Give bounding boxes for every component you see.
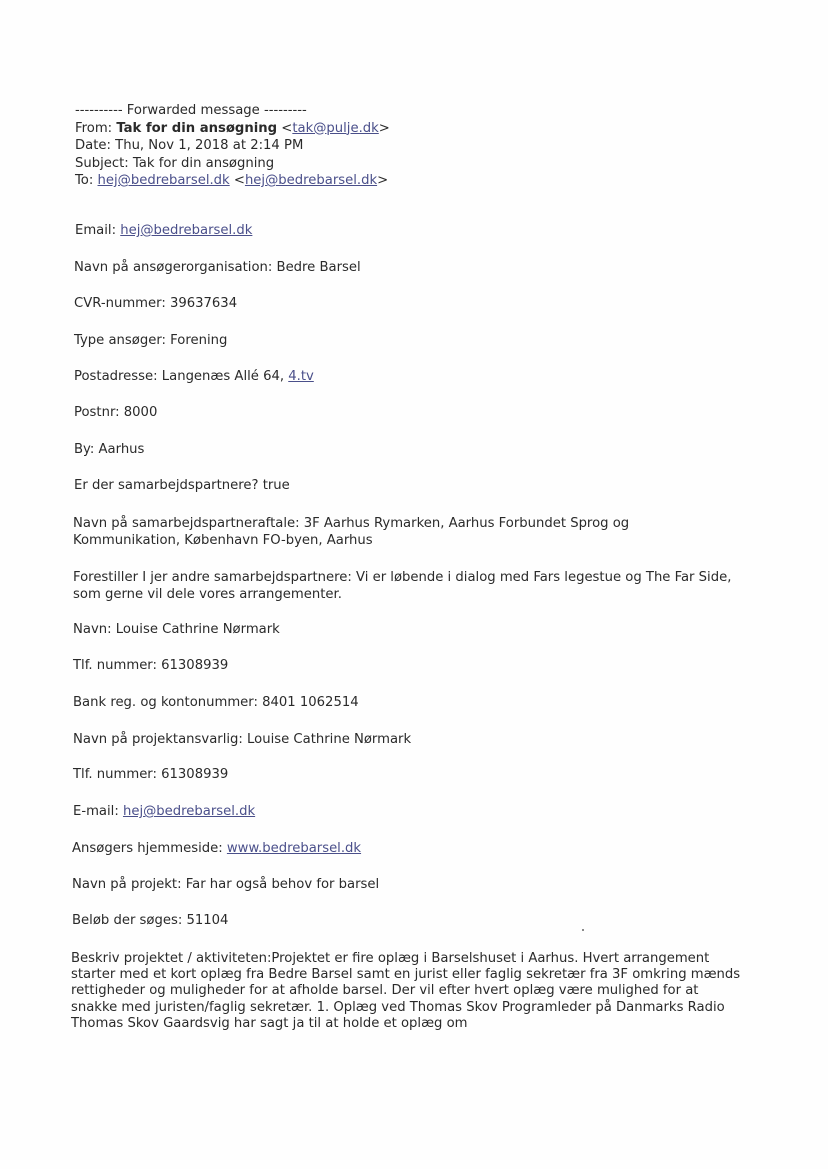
email-label: Email: — [75, 223, 121, 238]
email2-label: E-mail: — [73, 804, 123, 819]
address-label: Postadresse: Langenæs Allé 64, — [74, 369, 289, 384]
to-email-link-2[interactable]: hej@bedrebarsel.dk — [244, 173, 378, 188]
description-field: Beskriv projektet / aktiviteten:Projektet er fire oplæg i Barselshuset i Aarhus. Hvert arrangement starter med et kort oplæg fra Bedre Barsel samt en jurist eller faglig sekretær fra 3F omkring mænds rettigheder og muligheder for at afholde barsel. Der vil efter hvert oplæg være mulighed for at snakke med juristen/faglig sekretær. 1. Oplæg ved Thomas Skov Programleder på Danmarks Radio Thomas Skov Gaardsvig har sagt ja til at holde et oplæg om — [71, 951, 741, 1031]
email-link[interactable]: hej@bedrebarsel.dk — [120, 223, 253, 238]
from-name: Tak for din ansøgning — [116, 120, 278, 136]
date-line: Date: Thu, Nov 1, 2018 at 2:14 PM — [75, 138, 304, 153]
from-label: From: — [75, 120, 117, 136]
address-field — [74, 369, 314, 386]
email2-link[interactable]: hej@bedrebarsel.dk — [122, 804, 256, 819]
address-link[interactable]: 4.tv — [288, 369, 314, 384]
to-label: To: — [75, 173, 98, 188]
email-field — [75, 223, 252, 240]
phone-field: Tlf. nummer: 61308939 — [73, 658, 229, 673]
website-field — [72, 841, 361, 858]
city-field: By: Aarhus — [74, 442, 145, 457]
website-label: Ansøgers hjemmeside: — [72, 841, 227, 856]
to-line: To: hej@bedrebarsel.dk <hej@bedrebarsel.dk> — [75, 173, 389, 188]
type-field: Type ansøger: Forening — [74, 333, 228, 348]
phone-field-2: Tlf. nummer: 61308939 — [73, 767, 229, 782]
other-partners-field: Forestiller I jer andre samarbejdspartnere: Vi er løbende i dialog med Fars legestue og The Far Side, som gerne vil dele vores arrangementer. — [73, 570, 732, 602]
project-lead-field: Navn på projektansvarlig: Louise Cathrine Nørmark — [73, 732, 412, 747]
partners-field: Er der samarbejdspartnere? true — [74, 478, 290, 493]
forwarded-message-header — [75, 102, 390, 190]
to-email-link[interactable]: hej@bedrebarsel.dk — [97, 173, 230, 188]
org-field: Navn på ansøgerorganisation: Bedre Barsel — [74, 260, 361, 275]
postnr-field: Postnr: 8000 — [74, 405, 158, 420]
from-email-link[interactable]: tak@pulje.dk — [292, 120, 379, 136]
email-field-2 — [73, 804, 255, 821]
project-name-field: Navn på projekt: Far har også behov for barsel — [72, 877, 380, 892]
name-field: Navn: Louise Cathrine Nørmark — [73, 622, 280, 637]
cvr-field: CVR-nummer: 39637634 — [74, 296, 238, 311]
amount-field: Beløb der søges: 51104 — [72, 913, 229, 928]
from-line: From: Tak for din ansøgning <tak@pulje.dk> — [75, 120, 390, 136]
partner-agreement-field: Navn på samarbejdspartneraftale: 3F Aarhus Rymarken, Aarhus Forbundet Sprog og Kommunikation, København FO-byen, Aarhus — [73, 516, 630, 548]
website-link[interactable]: www.bedrebarsel.dk — [226, 841, 362, 856]
scan-speck — [582, 929, 584, 931]
bank-field: Bank reg. og kontonummer: 8401 1062514 — [73, 695, 359, 710]
forwarded-divider: ---------- Forwarded message --------- — [75, 103, 307, 118]
subject-line: Subject: Tak for din ansøgning — [75, 155, 275, 171]
